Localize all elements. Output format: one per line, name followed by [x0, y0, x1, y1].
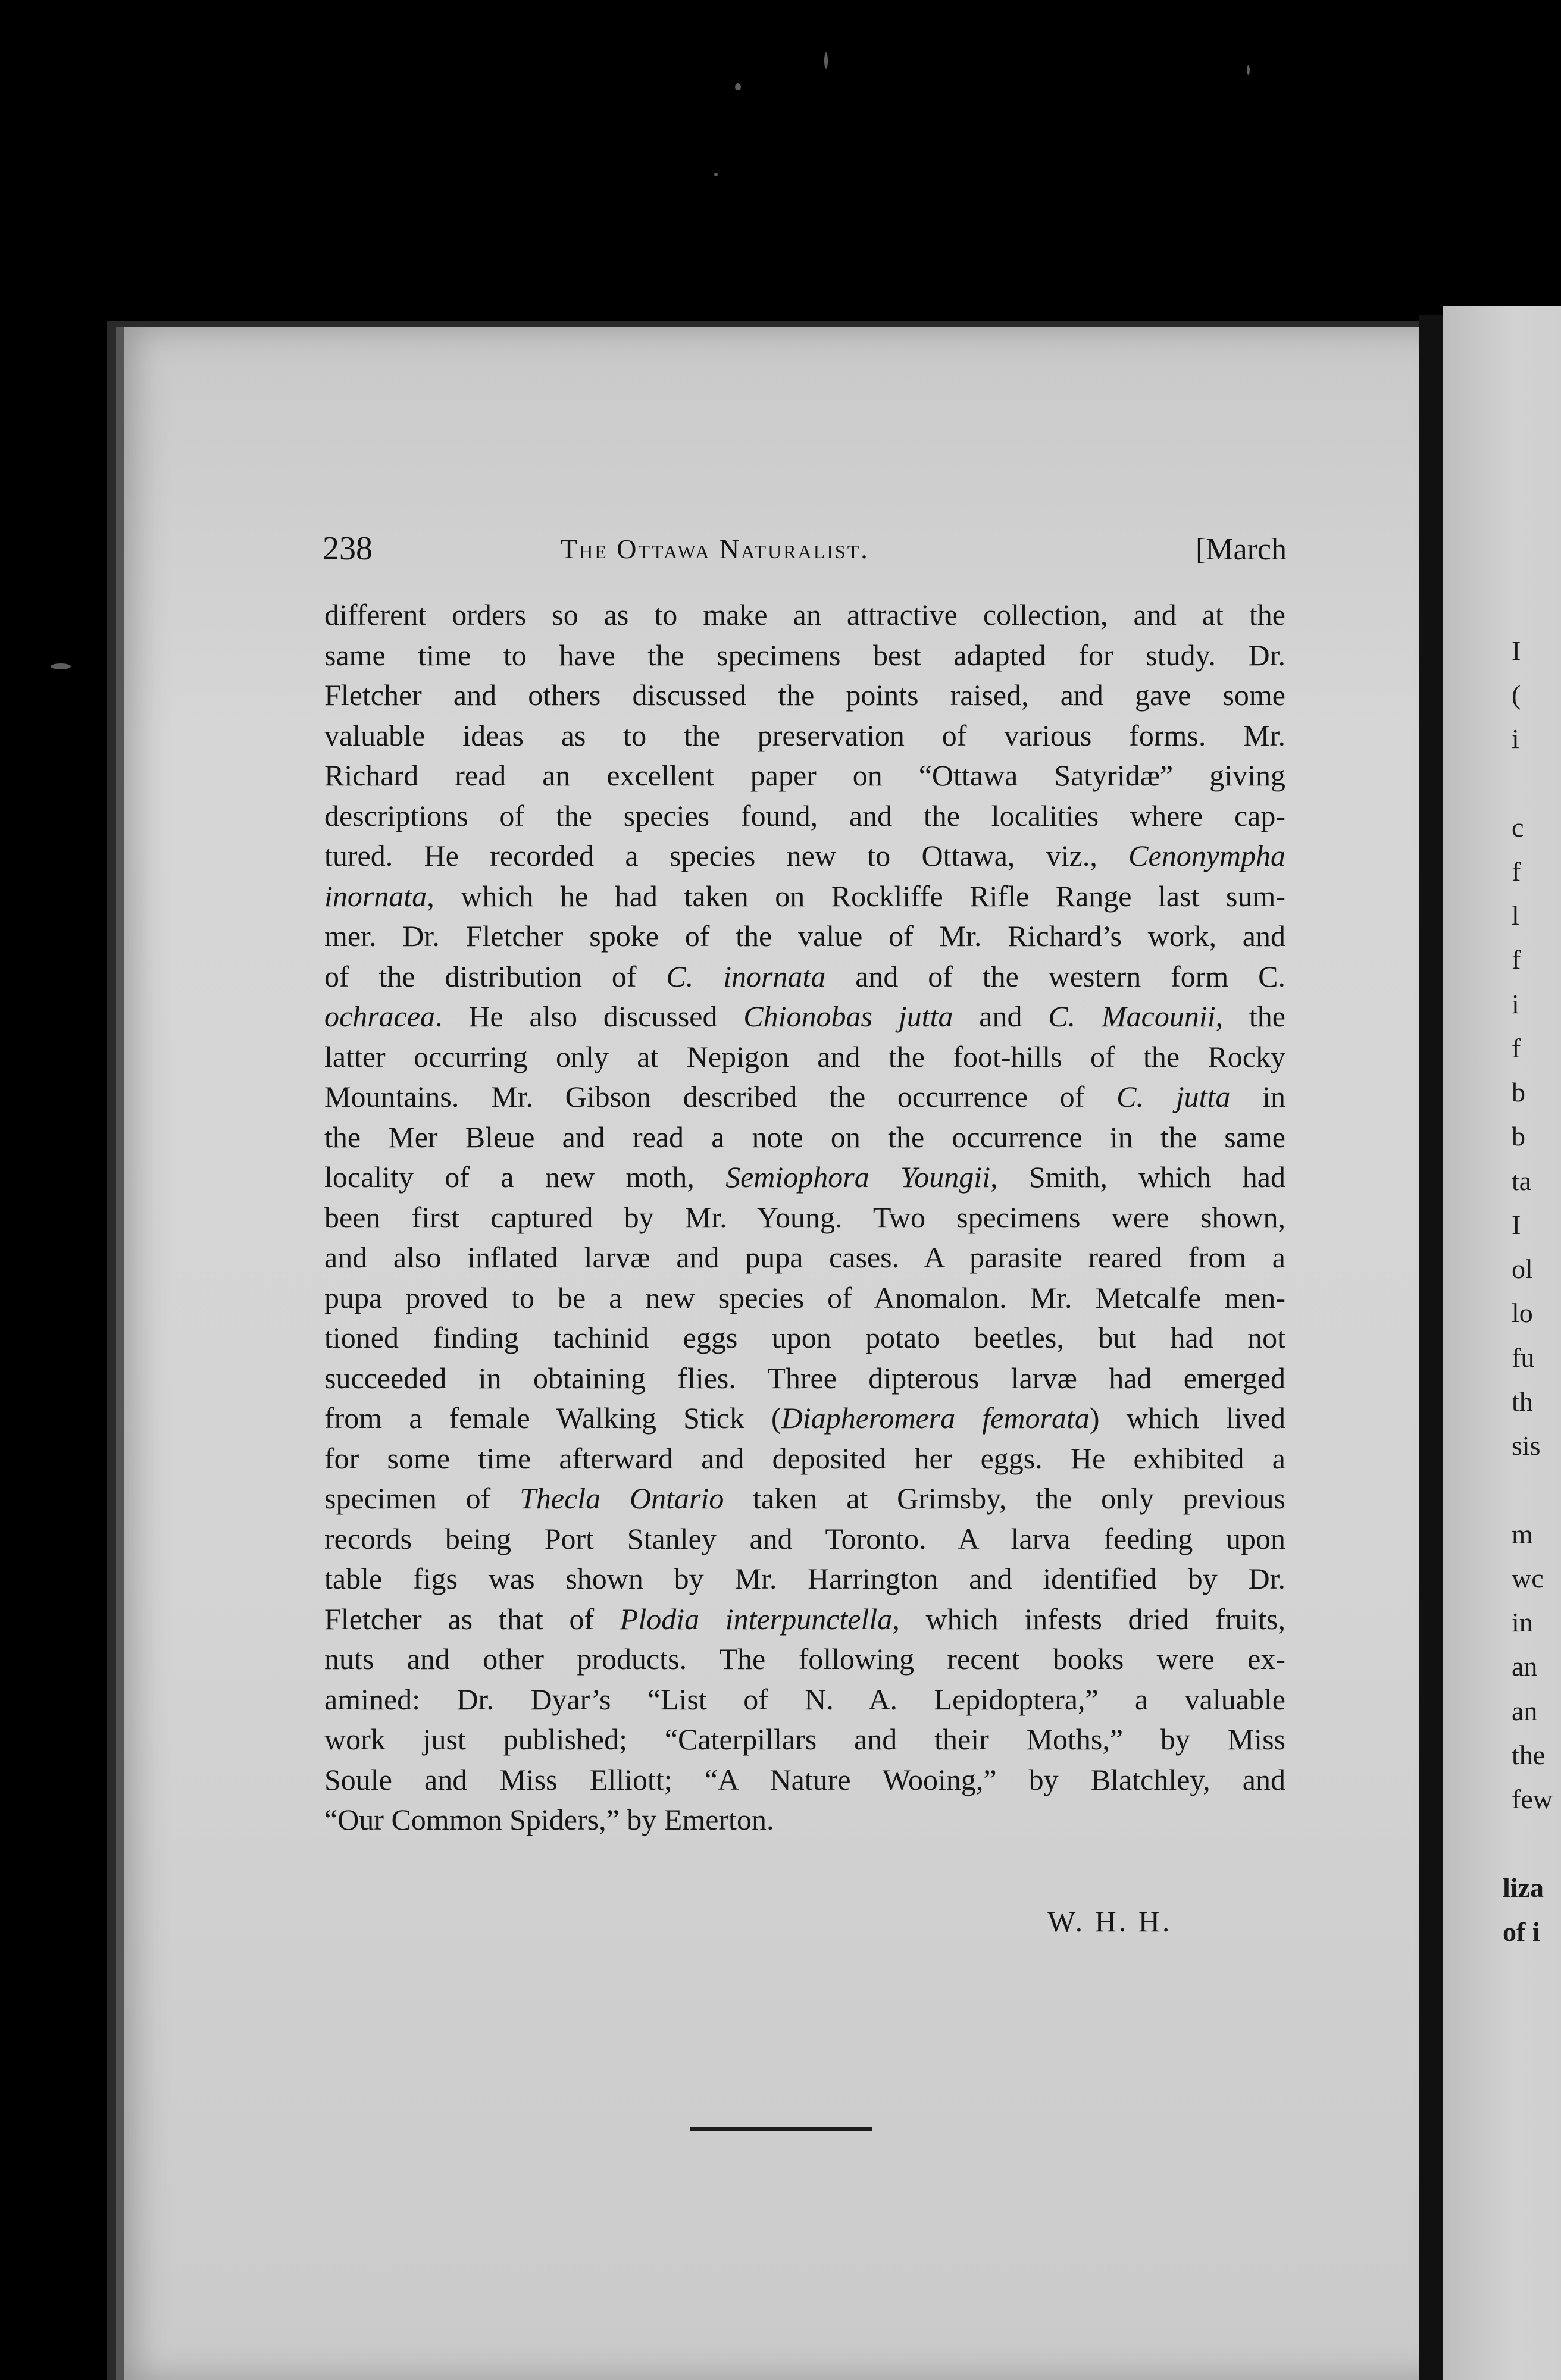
- scan-speck: [51, 663, 71, 669]
- text-line: locality of a new moth, Semiophora Youngii, Smith, which had: [324, 1160, 1285, 1194]
- text-line: tured. He recorded a species new to Ottawa, viz., Cenonympha: [324, 839, 1285, 872]
- facing-page-fragment: wc: [1512, 1562, 1544, 1593]
- page-number: 238: [323, 530, 373, 567]
- facing-page-fragment: (: [1512, 679, 1521, 710]
- section-rule: [690, 2127, 872, 2131]
- page-edge: [116, 327, 124, 2380]
- text-line: different orders so as to make an attractive collection, and at the: [324, 598, 1285, 631]
- facing-page-fragment: ta: [1512, 1165, 1532, 1196]
- journal-title: The Ottawa Naturalist.: [561, 534, 869, 564]
- facing-page-fragment: of i: [1503, 1916, 1540, 1947]
- facing-page-fragment: sis: [1512, 1430, 1541, 1461]
- facing-page-fragment: an: [1512, 1695, 1538, 1726]
- facing-page-fragment: i: [1512, 988, 1519, 1019]
- facing-page-fragment: an: [1512, 1651, 1538, 1682]
- text-line: same time to have the specimens best adapted for study. Dr.: [324, 638, 1285, 672]
- text-line: from a female Walking Stick (Diapheromera femorata) which lived: [324, 1401, 1285, 1435]
- text-line: inornata, which he had taken on Rockliffe Rifle Range last sum-: [324, 879, 1285, 913]
- facing-page-fragment: in: [1512, 1607, 1533, 1637]
- text-line: valuable ideas as to the preservation of various forms. Mr.: [324, 718, 1285, 752]
- text-line: tioned finding tachinid eggs upon potato beetles, but had not: [324, 1321, 1285, 1354]
- text-line: latter occurring only at Nepigon and the foot-hills of the Rocky: [324, 1039, 1285, 1073]
- text-line: table figs was shown by Mr. Harrington and identified by Dr.: [324, 1562, 1285, 1595]
- facing-page-fragment: I: [1512, 635, 1521, 666]
- article-body: [324, 595, 1285, 1840]
- facing-page-fragment: th: [1512, 1386, 1533, 1417]
- scan-speck: [735, 83, 741, 90]
- facing-page-fragment: b: [1512, 1121, 1525, 1152]
- text-line: Fletcher and others discussed the points raised, and gave some: [324, 678, 1285, 712]
- facing-page-fragment: c: [1512, 812, 1524, 843]
- scan-speck: [824, 52, 828, 69]
- facing-page-fragment: liza: [1503, 1872, 1544, 1903]
- facing-page-fragment: b: [1512, 1077, 1525, 1107]
- text-line: the Mer Bleue and read a note on the occurrence in the same: [324, 1120, 1285, 1154]
- facing-page-fragment: lo: [1512, 1298, 1533, 1329]
- text-line: “Our Common Spiders,” by Emerton.: [324, 1803, 774, 1836]
- text-line: Soule and Miss Elliott; “A Nature Wooing,” by Blatchley, and: [324, 1762, 1285, 1796]
- scan-speck: [1247, 65, 1250, 75]
- text-line: pupa proved to be a new species of Anomalon. Mr. Metcalfe men-: [324, 1280, 1285, 1314]
- facing-page-fragment: f: [1512, 856, 1521, 887]
- text-line: ochracea. He also discussed Chionobas jutta and C. Macounii, the: [324, 1000, 1285, 1033]
- issue-month: [March: [1195, 533, 1287, 566]
- facing-page-fragment: f: [1512, 944, 1521, 975]
- text-line: and also inflated larvæ and pupa cases. A parasite reared from a: [324, 1241, 1285, 1274]
- facing-page-fragment: l: [1512, 900, 1519, 931]
- facing-page-fragment: ol: [1512, 1254, 1533, 1284]
- text-line: descriptions of the species found, and the localities where cap-: [324, 798, 1285, 832]
- text-line: of the distribution of C. inornata and of the western form C.: [324, 959, 1285, 993]
- scan-speck: [714, 173, 718, 176]
- facing-page-fragment: fu: [1512, 1342, 1535, 1373]
- facing-page-fragment: i: [1512, 724, 1519, 754]
- text-line: specimen of Thecla Ontario taken at Grimsby, the only previous: [324, 1482, 1285, 1515]
- facing-page-fragment: I: [1512, 1209, 1521, 1240]
- text-line: Richard read an excellent paper on “Ottawa Satyridæ” giving: [324, 759, 1285, 792]
- text-line: been first captured by Mr. Young. Two specimens were shown,: [324, 1200, 1285, 1234]
- author-signature: W. H. H.: [1047, 1905, 1172, 1938]
- text-line: work just published; “Caterpillars and their Moths,” by Miss: [324, 1723, 1285, 1756]
- text-line: Mountains. Mr. Gibson described the occurrence of C. jutta in: [324, 1080, 1285, 1113]
- text-line: Fletcher as that of Plodia interpunctella, which infests dried fruits,: [324, 1602, 1285, 1636]
- text-line: amined: Dr. Dyar’s “List of N. A. Lepidoptera,” a valuable: [324, 1682, 1285, 1716]
- facing-page-fragment: f: [1512, 1032, 1521, 1063]
- facing-page: [1443, 306, 1561, 2380]
- facing-page-fragment: few: [1512, 1784, 1553, 1814]
- text-line: succeeded in obtaining flies. Three dipterous larvæ had emerged: [324, 1361, 1285, 1395]
- text-line: nuts and other products. The following recent books were ex-: [324, 1642, 1285, 1676]
- running-head: [323, 530, 1287, 577]
- book-gutter: [1419, 315, 1443, 2380]
- text-line: for some time afterward and deposited her eggs. He exhibited a: [324, 1441, 1285, 1475]
- text-line: records being Port Stanley and Toronto. A larva feeding upon: [324, 1521, 1285, 1555]
- facing-page-fragment: m: [1512, 1518, 1533, 1549]
- text-line: mer. Dr. Fletcher spoke of the value of Mr. Richard’s work, and: [324, 919, 1285, 953]
- facing-page-fragment: the: [1512, 1739, 1546, 1770]
